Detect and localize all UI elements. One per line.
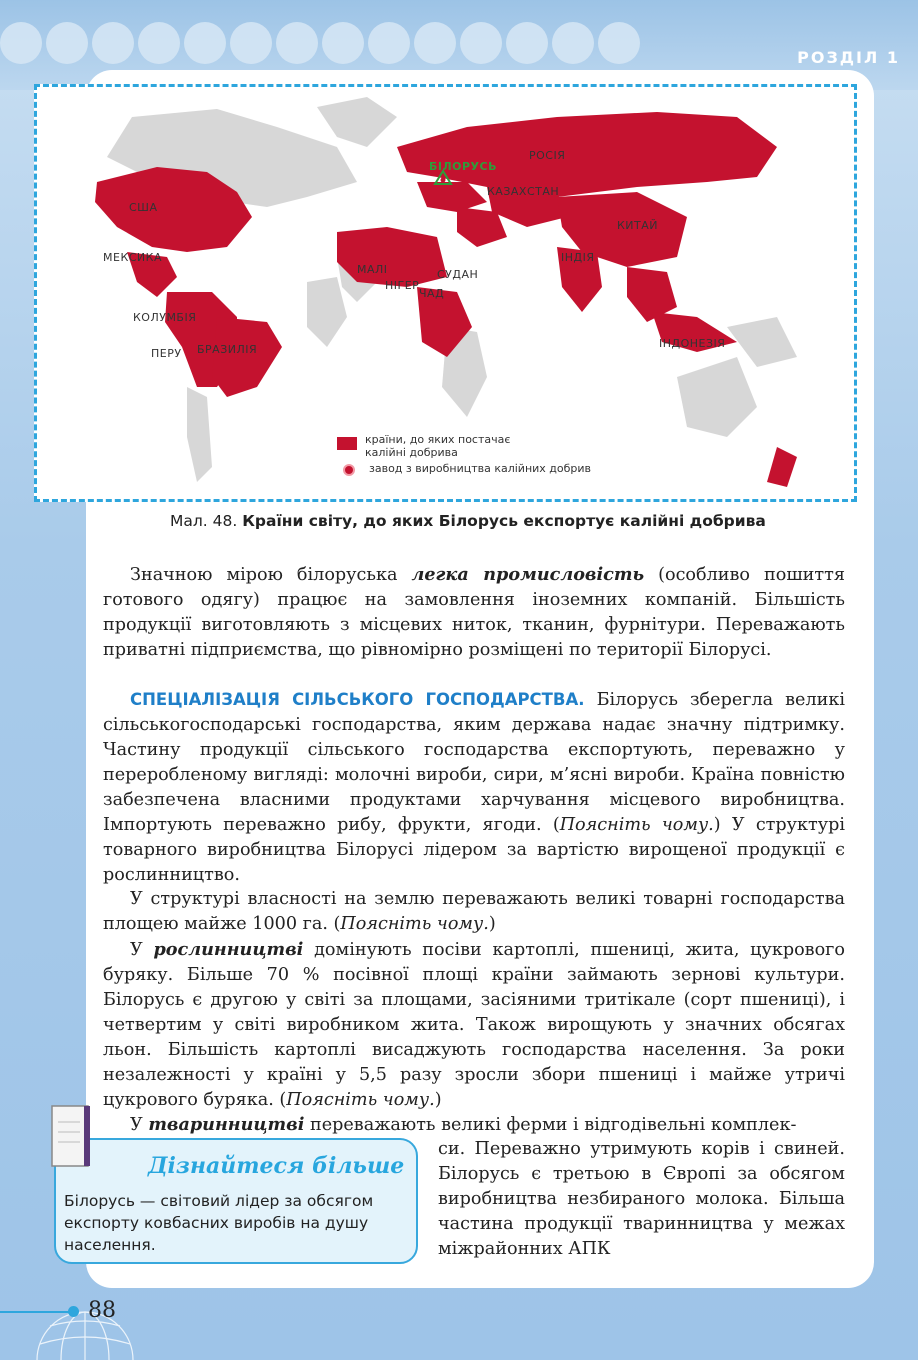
book-icon — [44, 1104, 94, 1172]
learn-more-title: Дізнайтеся більше — [148, 1153, 405, 1179]
map-label-niger: НІГЕР — [385, 279, 420, 292]
paragraph-agriculture: СПЕЦІАЛІЗАЦІЯ СІЛЬСЬКОГО ГОСПОДАРСТВА. Білорусь зберегла великі сільськогосподарські господарства, яким держава надає значну підтримку. Частину продукції сільського господарства експортують, переважно у переробленому вигляді: молочні вироби, сири, м’ясні вироби. Країна повністю забезпечена власними продуктами харчування місцевого виробництва. Імпортують переважно рибу, фрукти, ягоди. (Поясніть чому.) У структурі товарного виробництва Білорусі лідером за вартістю вирощеної продукції є рослинництво. — [103, 690, 845, 885]
map-label-mexico: МЕКСИКА — [103, 251, 162, 264]
paragraph-livestock-continuation: си. Переважно утримують корів і свиней. Білорусь є третьою в Європі за обсягом виробництва незбираного молока. Більша частина продукції тваринництва у межах міжрайонних АПК — [438, 1139, 845, 1259]
legend-plant-icon — [343, 464, 355, 476]
section-label: РОЗДІЛ 1 — [797, 48, 900, 67]
figure-caption: Мал. 48. Країни світу, до яких Білорусь експортує калійні добрива — [170, 512, 766, 530]
paragraph-crop-farming: У рослинництві домінують посіви картоплі, пшениці, жита, цукрового буряку. Більше 70 % посівної площі країни займають зернові культури. Білорусь є другою у світі за площами, засіяними тритікале (сорт пшениці), і четвертим у світі виробником жита. Також вирощують у значних обсягах льон. Більшість картоплі висаджують господарства населення. За роки незалежності у країні у 5,5 разу зросли збори пшениці і майже утричі цукрового буряка. (Поясніть чому.) — [103, 939, 845, 1110]
paragraph-light-industry: Значною мірою білоруська легка промисловість (особливо пошиття готового одягу) працює на замовлення іноземних компаній. Більшість продукції виготовляють з місцевих ниток, тканин, фурнітури. Переважають приватні підприємства, що рівномірно розміщені по території Білорусі. — [103, 564, 845, 660]
map-label-kazakhstan: КАЗАХСТАН — [487, 185, 560, 198]
world-map-figure — [34, 84, 857, 502]
page-number: 88 — [88, 1298, 116, 1323]
legend-countries-line1: країни, до яких постачає — [365, 433, 511, 446]
learn-more-text: Білорусь — світовий лідер за обсягом експорту ковбасних виробів на душу населення. — [64, 1192, 374, 1254]
map-label-sudan: СУДАН — [437, 268, 479, 281]
globe-icon — [30, 1300, 140, 1360]
map-label-brazil: БРАЗИЛІЯ — [197, 343, 258, 356]
paragraph-livestock-first-line: У тваринництві переважають великі ферми і відгодівельні комплек- — [130, 1114, 797, 1135]
map-label-russia: РОСІЯ — [529, 149, 566, 162]
map-label-china: КИТАЙ — [617, 219, 659, 232]
map-label-indonesia: ІНДОНЕЗІЯ — [659, 337, 726, 350]
map-label-colombia: КОЛУМБІЯ — [133, 311, 197, 324]
page-number-line — [0, 1311, 70, 1313]
decorative-circles — [0, 22, 640, 70]
page-number-dot — [68, 1306, 79, 1317]
map-label-india: ІНДІЯ — [561, 251, 595, 264]
map-label-mali: МАЛІ — [357, 263, 388, 276]
legend-swatch-export — [337, 437, 357, 450]
map-label-belarus: БІЛОРУСЬ — [429, 160, 497, 173]
map-label-chad: ЧАД — [419, 287, 445, 300]
map-label-peru: ПЕРУ — [151, 347, 182, 360]
map-label-usa: США — [129, 201, 158, 214]
legend-plant: завод з виробництва калійних добрив — [369, 462, 592, 475]
legend-countries-line2: калійні добрива — [365, 446, 458, 459]
paragraph-land-ownership: У структурі власності на землю переважають великі товарні господарства площею майже 1000 га. (Поясніть чому.) — [103, 889, 845, 934]
map-legend — [337, 433, 591, 479]
section-heading: СПЕЦІАЛІЗАЦІЯ СІЛЬСЬКОГО ГОСПОДАРСТВА. — [130, 690, 585, 709]
